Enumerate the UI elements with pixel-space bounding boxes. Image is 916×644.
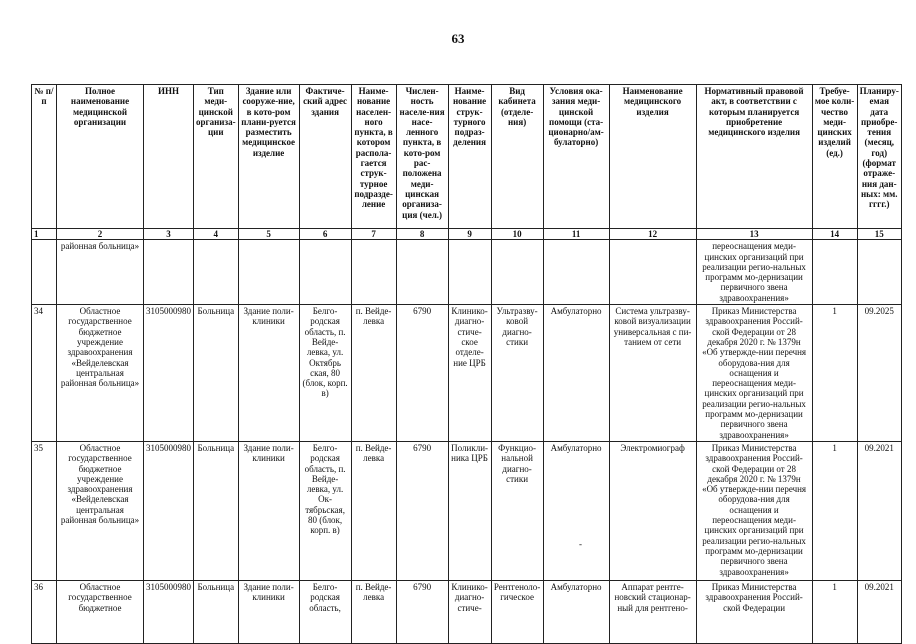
cell-act: переоснащения меди-цинских организаций при реализации регио-нальных программ мо-дернизации первичного звена здравоохранения»: [696, 240, 812, 305]
header-cell: ИНН: [144, 85, 194, 229]
cell-conditions: [543, 240, 609, 305]
equipment-table: [31, 84, 902, 644]
header-cell: Наименование медицинского изделия: [609, 85, 696, 229]
page-number: 63: [451, 31, 465, 46]
cell-num: 36: [32, 580, 57, 643]
cell-address: Белго-родская область, п. Вейде-левка, ул. Ок-тябрьская, 80 (блок, корп. в): [299, 441, 351, 580]
header-cell: Нормативный правовой акт, в соответствии с которым планируется приобретение медицинского изделия: [696, 85, 812, 229]
cell-num: 34: [32, 305, 57, 442]
cell-population: 6790: [396, 305, 448, 442]
column-index-row: [32, 229, 902, 240]
cell-type: Больница: [194, 580, 239, 643]
header-cell: Фактиче-ский адрес здания: [299, 85, 351, 229]
cell-type: Больница: [194, 305, 239, 442]
dash-mark: -: [579, 539, 582, 549]
column-index: 13: [696, 229, 812, 240]
column-index: 4: [194, 229, 239, 240]
header-cell: Планиру-емая дата приобре-тения (месяц, год) (формат отраже-ния дан-ных: мм. гггг.): [857, 85, 901, 229]
header-cell: Полное наименование медицинской организации: [57, 85, 144, 229]
cell-building: Здание поли-клиники: [238, 441, 299, 580]
cell-division: Клинико-диагно-стиче-ское отделе-ние ЦРБ: [448, 305, 491, 442]
cell-date: [857, 240, 901, 305]
cell-device: Электромиограф: [609, 441, 696, 580]
cell-cabinet: Рентгеноло-гическое: [491, 580, 543, 643]
cell-num: 35: [32, 441, 57, 580]
header-cell: Наиме-нование населен-ного пункта, в котором распола-гается струк-турное подразде-ление: [351, 85, 396, 229]
cell-act: Приказ Министерства здравоохранения Россий-ской Федерации от 28 декабря 2020 г. № 1379н «Об утвержде-нии перечня оборудова-ния для оснащения и переоснащения меди-цинских организаций при реализации регио-нальных программ мо-дернизации первичного звена здравоохранения»: [696, 305, 812, 442]
cell-address: [299, 240, 351, 305]
cell-locality: п. Вейде-левка: [351, 580, 396, 643]
cell-act: Приказ Министерства здравоохранения Россий-ской Федерации: [696, 580, 812, 643]
cell-date: 09.2021: [857, 580, 901, 643]
cell-type: Больница: [194, 441, 239, 580]
table-row: [32, 580, 902, 643]
cell-device: Система ультразву-ковой визуализации универсальная с пи-танием от сети: [609, 305, 696, 442]
cell-qty: [812, 240, 857, 305]
column-index: 10: [491, 229, 543, 240]
cell-population: 6790: [396, 441, 448, 580]
column-index: 12: [609, 229, 696, 240]
cell-address: Белго-родская область, п. Вейде-левка, ул. Октябрь ская, 80 (блок, корп. в): [299, 305, 351, 442]
column-index: 15: [857, 229, 901, 240]
cell-date: 09.2021: [857, 441, 901, 580]
cell-qty: 1: [812, 580, 857, 643]
cell-org: Областное государственное бюджетное учреждение здравоохранения «Вейделевская центральная районная больница»: [57, 305, 144, 442]
cell-conditions: Амбулаторно: [543, 580, 609, 643]
cell-building: Здание поли-клиники: [238, 580, 299, 643]
cell-conditions: Амбулаторно: [543, 441, 609, 580]
cell-cabinet: Функцио-нальной диагно-стики: [491, 441, 543, 580]
table-row: [32, 441, 902, 580]
cell-locality: п. Вейде-левка: [351, 305, 396, 442]
column-index: 6: [299, 229, 351, 240]
header-row: [32, 85, 902, 229]
column-index: 14: [812, 229, 857, 240]
cell-locality: п. Вейде-левка: [351, 441, 396, 580]
cell-qty: 1: [812, 305, 857, 442]
header-cell: Требуе-мое коли-чество меди-цинских изделий (ед.): [812, 85, 857, 229]
cell-org: районная больница»: [57, 240, 144, 305]
cell-division: Клинико-диагно-стиче-: [448, 580, 491, 643]
cell-locality: [351, 240, 396, 305]
cell-cabinet: [491, 240, 543, 305]
column-index: 1: [32, 229, 57, 240]
cell-qty: 1: [812, 441, 857, 580]
cell-building: [238, 240, 299, 305]
header-cell: Вид кабинета (отделе-ния): [491, 85, 543, 229]
cell-inn: [144, 240, 194, 305]
column-index: 11: [543, 229, 609, 240]
column-index: 3: [144, 229, 194, 240]
cell-org: Областное государственное бюджетное: [57, 580, 144, 643]
cell-population: 6790: [396, 580, 448, 643]
header-cell: Здание или сооруже-ние, в кото-ром плани-руется разместить медицинское изделие: [238, 85, 299, 229]
cell-inn: 3105000980: [144, 305, 194, 442]
cell-org: Областное государственное бюджетное учреждение здравоохранения «Вейделевская центральная районная больница»: [57, 441, 144, 580]
cell-cabinet: Ультразву-ковой диагно-стики: [491, 305, 543, 442]
cell-device: [609, 240, 696, 305]
cell-date: 09.2025: [857, 305, 901, 442]
cell-inn: 3105000980: [144, 580, 194, 643]
header-cell: Наиме-нование струк-турного подраз-деления: [448, 85, 491, 229]
cell-type: [194, 240, 239, 305]
header-cell: № п/п: [32, 85, 57, 229]
cell-division: Поликли-ника ЦРБ: [448, 441, 491, 580]
column-index: 5: [238, 229, 299, 240]
cell-building: Здание поли-клиники: [238, 305, 299, 442]
continuation-row: [32, 240, 902, 305]
column-index: 8: [396, 229, 448, 240]
cell-address: Белго-родская область,: [299, 580, 351, 643]
header-cell: Условия ока-зания меди-цинской помощи (ста-ционарно/ам-булаторно): [543, 85, 609, 229]
column-index: 9: [448, 229, 491, 240]
cell-population: [396, 240, 448, 305]
header-cell: Числен-ность населе-ния насе-ленного пункта, в кото-ром рас-положена меди-цинская организа-ция (чел.): [396, 85, 448, 229]
cell-num: [32, 240, 57, 305]
cell-device: Аппарат рентге-новский стационар-ный для рентгено-: [609, 580, 696, 643]
cell-act: Приказ Министерства здравоохранения Россий-ской Федерации от 28 декабря 2020 г. № 1379н «Об утвержде-нии перечня оборудова-ния для оснащения и переоснащения меди-цинских организаций при реализации регио-нальных программ мо-дернизации первичного звена здравоохранения»: [696, 441, 812, 580]
cell-conditions: Амбулаторно: [543, 305, 609, 442]
table-row: [32, 305, 902, 442]
column-index: 2: [57, 229, 144, 240]
column-index: 7: [351, 229, 396, 240]
cell-inn: 3105000980: [144, 441, 194, 580]
header-cell: Тип меди-цинской организа-ции: [194, 85, 239, 229]
cell-division: [448, 240, 491, 305]
